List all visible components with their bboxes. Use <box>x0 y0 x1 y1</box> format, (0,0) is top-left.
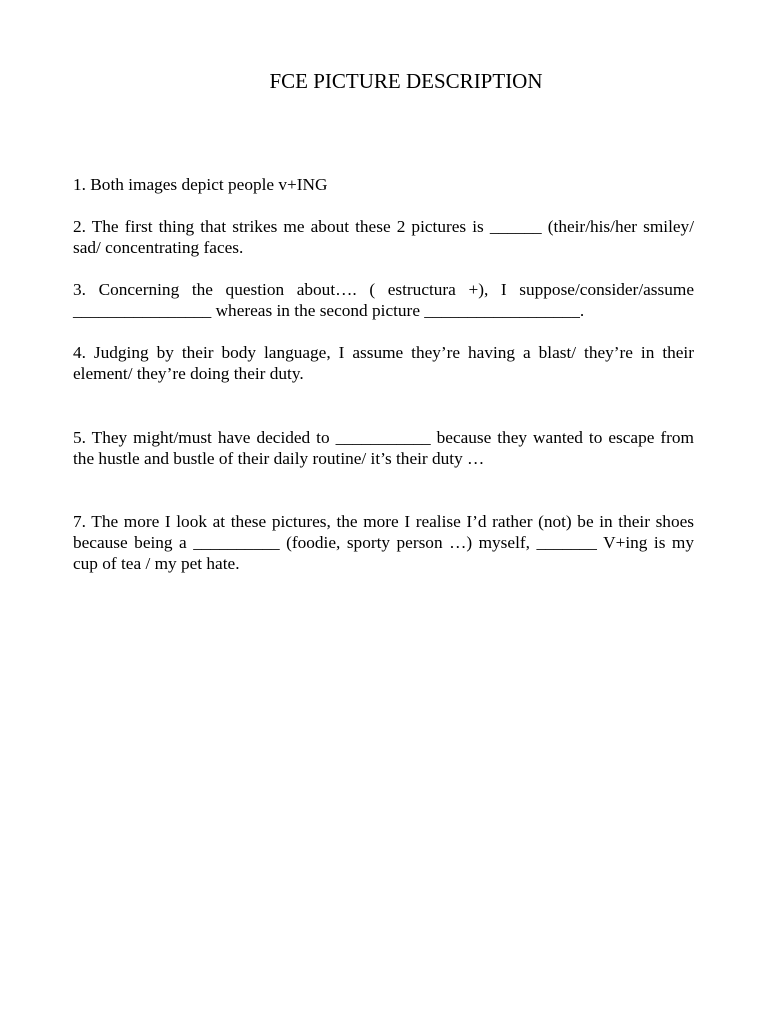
list-item-7: 7. The more I look at these pictures, the more I realise I’d rather (not) be in their shoes because being a __________ (foodie, sporty person …) myself, _______ V+ing is my cup of tea / my pet hate. <box>73 512 694 573</box>
list-item-5: 5. They might/must have decided to ___________ because they wanted to escape from the hustle and bustle of their daily routine/ it’s their duty … <box>73 428 694 468</box>
list-item-4: 4. Judging by their body language, I assume they’re having a blast/ they’re in their element/ they’re doing their duty. <box>73 343 694 383</box>
list-item-3: 3. Concerning the question about…. ( estructura +), I suppose/consider/assume ________________ whereas in the second picture __________________. <box>73 280 694 320</box>
list-item-2: 2. The first thing that strikes me about these 2 pictures is ______ (their/his/her smiley/ sad/ concentrating faces. <box>73 217 694 257</box>
page-title: FCE PICTURE DESCRIPTION <box>269 69 543 93</box>
list-item-1: 1. Both images depict people v+ING <box>73 175 328 194</box>
